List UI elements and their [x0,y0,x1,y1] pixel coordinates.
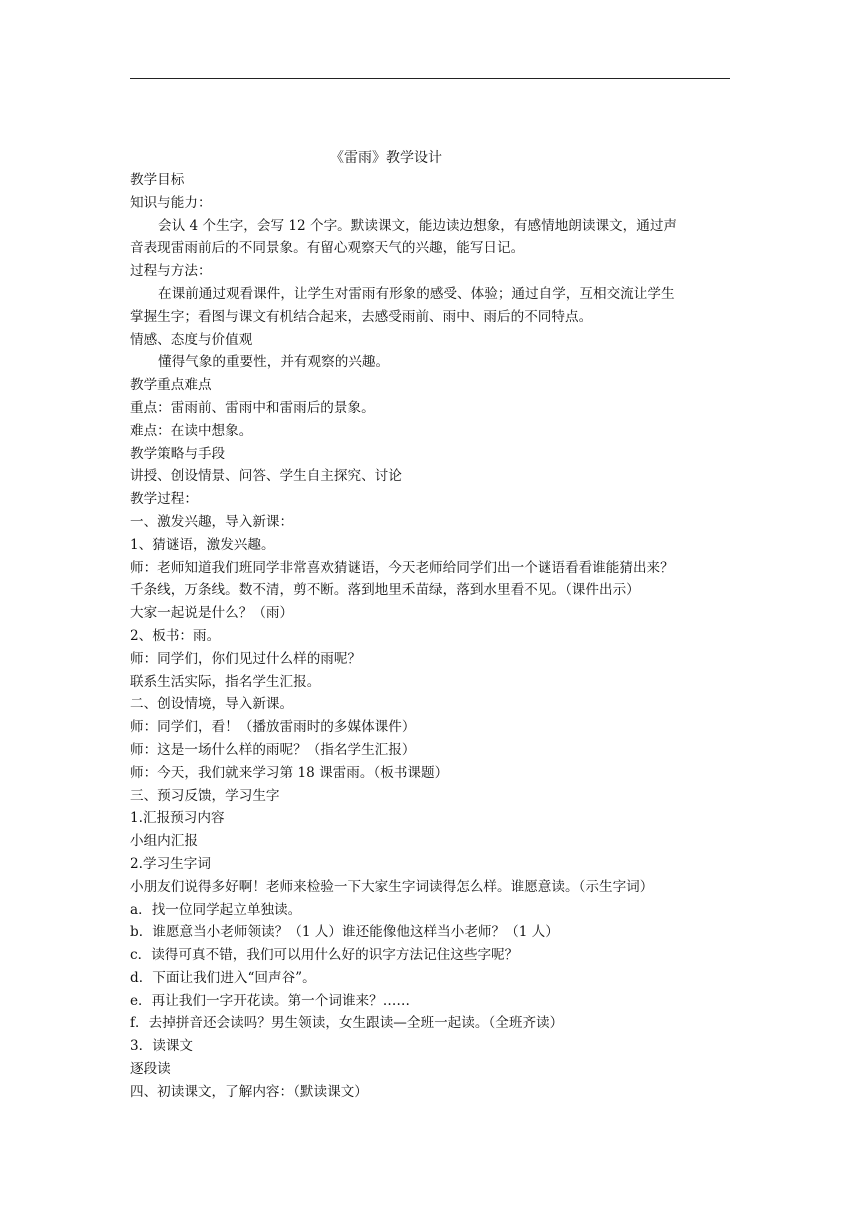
text-line: b．谁愿意当小老师领读？（1 人）谁还能像他这样当小老师？（1 人） [130,924,559,941]
text-line: 千条线，万条线。数不清，剪不断。落到地里禾苗绿，落到水里看不见。（课件出示） [130,582,640,599]
text-line: 教学目标 [130,172,185,188]
text-line: 3．读课文 [130,1038,194,1055]
text-line: 教学重点难点 [130,377,212,394]
text-line: 2.学习生字词 [130,855,211,872]
document-lines [130,169,730,1104]
text-line: 师：同学们，看！（播放雷雨时的多媒体课件） [130,719,416,736]
text-line: 1、猜谜语，激发兴趣。 [130,536,275,553]
text-line: d．下面让我们进入“回声谷”。 [130,969,316,986]
text-line: 小朋友们说得多好啊！老师来检验一下大家生字词读得怎么样。谁愿意读。（示生字词） [130,878,654,895]
text-line: 师：今天，我们就来学习第 18 课雷雨。（板书课题） [130,764,449,781]
text-line: 过程与方法： [130,263,212,280]
text-line: 联系生活实际，指名学生汇报。 [130,673,321,690]
text-line: 情感、态度与价值观 [130,331,253,348]
text-line: 难点：在读中想象。 [130,422,253,439]
text-line: 1.汇报预习内容 [130,810,225,827]
text-line: 知识与能力： [130,194,212,211]
text-line: 2、板书：雨。 [130,627,221,644]
text-line: 小组内汇报 [130,833,198,850]
text-line: 教学过程： [130,491,198,508]
text-line: 掌握生字；看图与课文有机结合起来，去感受雨前、雨中、雨后的不同特点。 [130,308,593,325]
text-line: f．去掉拼音还会读吗？男生领读，女生跟读—全班一起读。（全班齐读） [130,1015,564,1032]
text-line: 大家一起说是什么？（雨） [130,605,294,622]
text-line: 教学策略与手段 [130,445,226,462]
text-line: 讲授、创设情景、问答、学生自主探究、讨论 [130,468,402,485]
text-line: 重点：雷雨前、雷雨中和雷雨后的景象。 [130,399,375,416]
text-line: a．找一位同学起立单独读。 [130,901,302,918]
text-line: e．再让我们一字开花读。第一个词谁来？…… [130,992,410,1009]
document-body [130,147,730,1104]
text-line: 在课前通过观看课件，让学生对雷雨有形象的感受、体验；通过自学，互相交流让学生 [158,285,675,302]
text-line: 师：这是一场什么样的雨呢？（指名学生汇报） [130,741,416,758]
header-rule [130,78,730,79]
text-line: 三、预习反馈，学习生字 [130,787,280,804]
text-line: 师：同学们，你们见过什么样的雨呢？ [130,650,362,667]
text-line: 逐段读 [130,1061,171,1078]
text-line: c．读得可真不错，我们可以用什么好的识字方法记住这些字呢？ [130,947,519,964]
text-line: 音表现雷雨前后的不同景象。有留心观察天气的兴趣，能写日记。 [130,240,525,257]
text-line: 懂得气象的重要性，并有观察的兴趣。 [158,354,390,371]
document-title: 《雷雨》教学设计 [330,150,442,166]
text-line: 二、创设情境，导入新课。 [130,696,294,713]
text-line: 师：老师知道我们班同学非常喜欢猜谜语，今天老师给同学们出一个谜语看看谁能猜出来？ [130,559,674,576]
text-line: 四、初读课文，了解内容：（默读课文） [130,1083,368,1100]
text-line: 会认 4 个生字，会写 12 个字。默读课文，能边读边想象，有感情地朗读课文，通过声 [158,217,678,234]
text-line: 一、激发兴趣，导入新课： [130,513,294,530]
